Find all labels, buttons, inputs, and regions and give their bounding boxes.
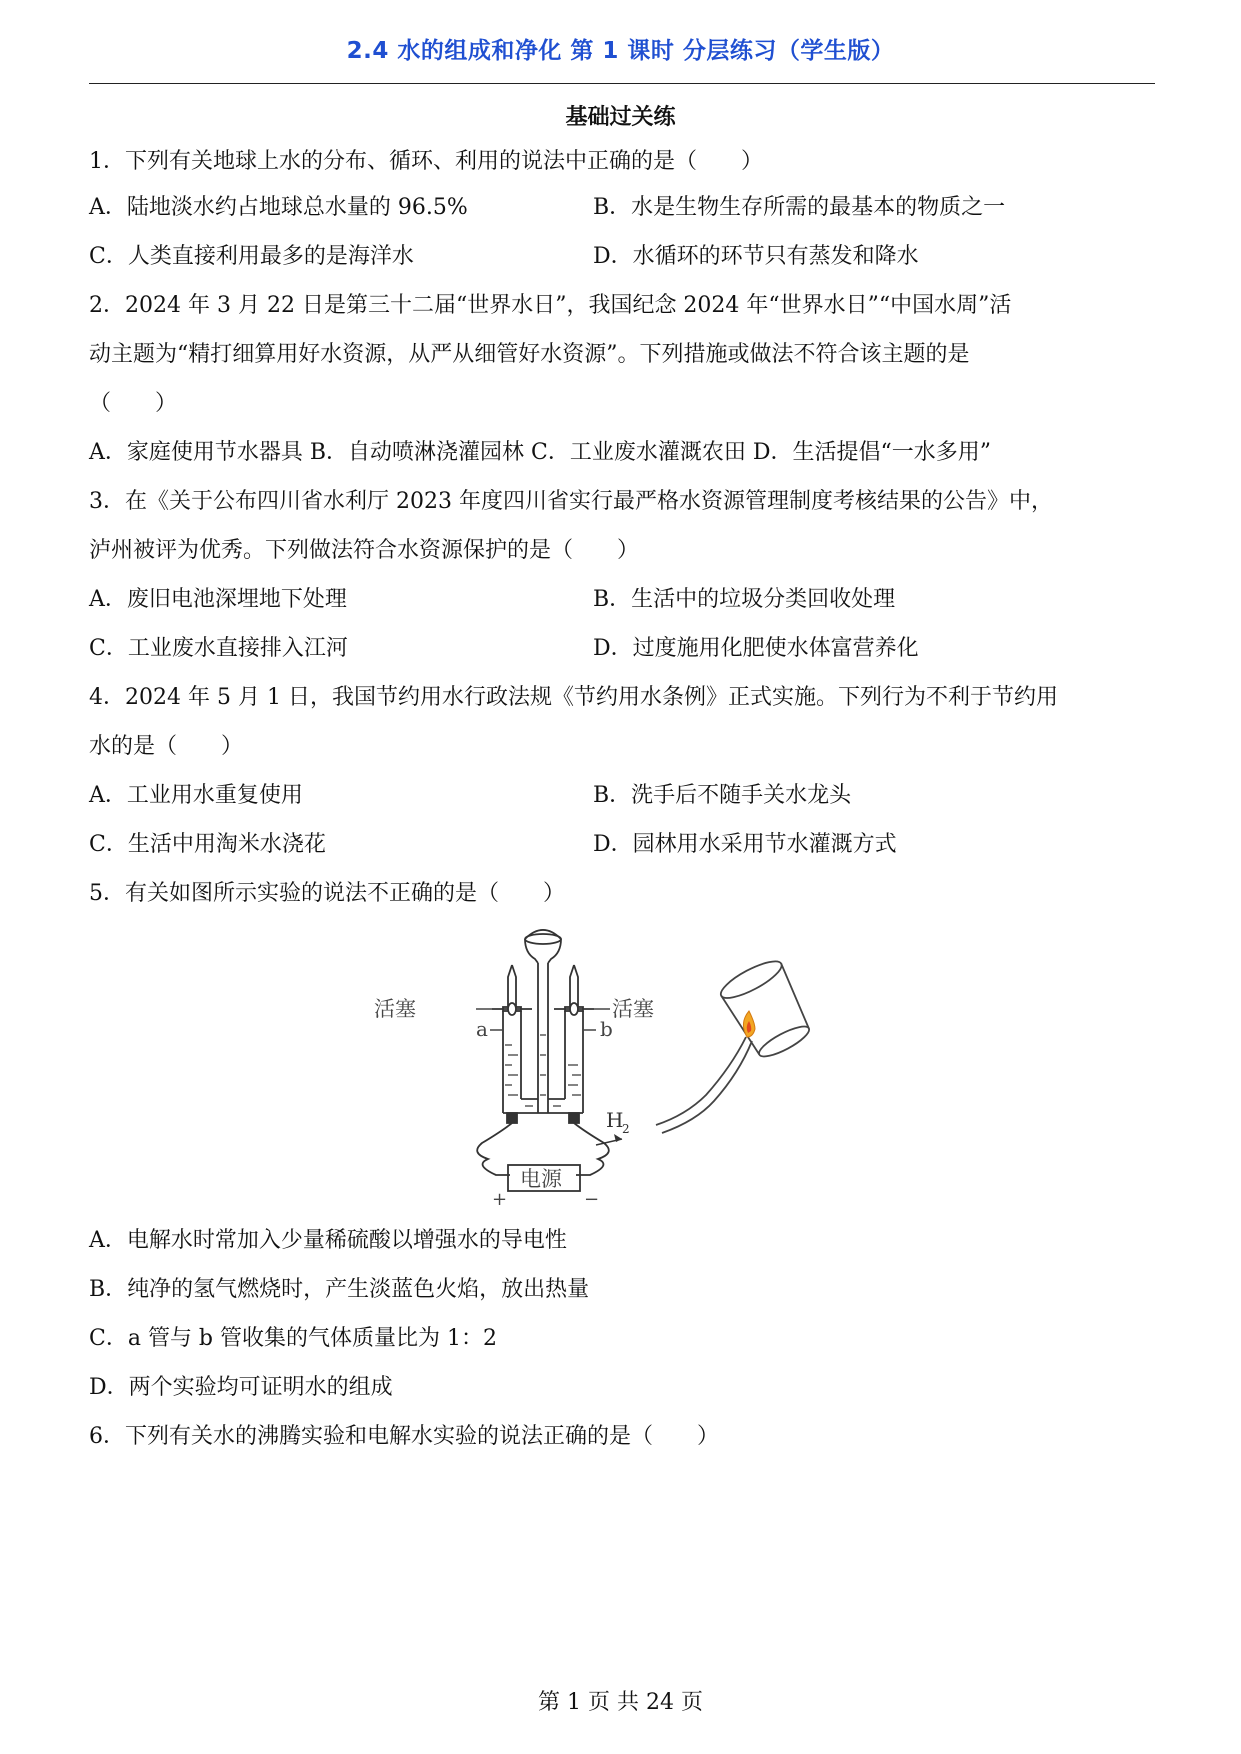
question-5-option-a: A．电解水时常加入少量稀硫酸以增强水的导电性 <box>89 1228 567 1253</box>
question-3-option-c: C．工业废水直接排入江河 <box>89 636 348 661</box>
question-4-option-c: C．生活中用淘米水浇花 <box>89 832 326 857</box>
tube-b-label: b <box>600 1017 613 1041</box>
question-2-stem-line-3: （ ） <box>89 391 178 416</box>
question-5-option-b: B．纯净的氢气燃烧时，产生淡蓝色火焰，放出热量 <box>89 1277 590 1302</box>
question-1-option-c: C．人类直接利用最多的是海洋水 <box>89 244 414 269</box>
power-source-label: 电源 <box>520 1167 562 1191</box>
question-4-stem-line-2: 水的是（ ） <box>89 734 244 759</box>
gas-label: H <box>606 1108 624 1132</box>
question-3-option-d: D．过度施用化肥使水体富营养化 <box>593 636 919 661</box>
question-1-option-a: A．陆地淡水约占地球总水量的 96.5% <box>89 195 468 220</box>
section-heading: 基础过关练 <box>565 105 676 130</box>
left-valve-label: 活塞 <box>374 997 416 1021</box>
question-4-option-a: A．工业用水重复使用 <box>89 783 303 808</box>
gas-label-subscript: 2 <box>622 1122 630 1136</box>
header-divider <box>89 83 1155 84</box>
question-5-option-d: D．两个实验均可证明水的组成 <box>89 1375 393 1400</box>
question-2-stem-line-1: 2．2024 年 3 月 22 日是第三十二届“世界水日”，我国纪念 2024 年“世界水日”“中国水周”活 <box>89 293 1012 318</box>
question-3-stem-line-2: 泸州被评为优秀。下列做法符合水资源保护的是（ ） <box>89 538 640 563</box>
question-3-stem-line-1: 3．在《关于公布四川省水利厅 2023 年度四川省实行最严格水资源管理制度考核结果的公告》中， <box>89 489 1053 514</box>
question-6-stem: 6．下列有关水的沸腾实验和电解水实验的说法正确的是（ ） <box>89 1424 719 1449</box>
question-5-stem: 5．有关如图所示实验的说法不正确的是（ ） <box>89 881 565 906</box>
page-title: 2.4 水的组成和净化 第 1 课时 分层练习（学生版） <box>346 38 895 64</box>
hydrogen-combustion <box>656 955 818 1133</box>
flame-icon <box>743 1011 755 1037</box>
negative-terminal: − <box>584 1189 600 1210</box>
question-2-options: A．家庭使用节水器具 B．自动喷淋浇灌园林 C．工业废水灌溉农田 D．生活提倡“一水多用” <box>89 440 992 465</box>
electrolysis-apparatus <box>477 930 609 1191</box>
page-footer: 第 1 页 共 24 页 <box>538 1690 703 1715</box>
positive-terminal: + <box>492 1189 508 1210</box>
question-1-option-d: D．水循环的环节只有蒸发和降水 <box>593 244 919 269</box>
question-3-option-b: B．生活中的垃圾分类回收处理 <box>593 587 896 612</box>
question-4-option-d: D．园林用水采用节水灌溉方式 <box>593 832 897 857</box>
tube-a-label: a <box>476 1017 488 1041</box>
question-1-stem: 1．下列有关地球上水的分布、循环、利用的说法中正确的是（ ） <box>89 149 763 174</box>
experiment-figure <box>374 915 840 1215</box>
question-2-stem-line-2: 动主题为“精打细算用好水资源，从严从细管好水资源”。下列措施或做法不符合该主题的是 <box>89 342 970 367</box>
question-4-option-b: B．洗手后不随手关水龙头 <box>593 783 852 808</box>
question-3-option-a: A．废旧电池深埋地下处理 <box>89 587 347 612</box>
question-5-option-c: C．a 管与 b 管收集的气体质量比为 1：2 <box>89 1326 498 1351</box>
question-4-stem-line-1: 4．2024 年 5 月 1 日，我国节约用水行政法规《节约用水条例》正式实施。下列行为不利于节约用 <box>89 685 1058 710</box>
right-valve-label: 活塞 <box>612 997 654 1021</box>
question-1-option-b: B．水是生物生存所需的最基本的物质之一 <box>593 195 1006 220</box>
